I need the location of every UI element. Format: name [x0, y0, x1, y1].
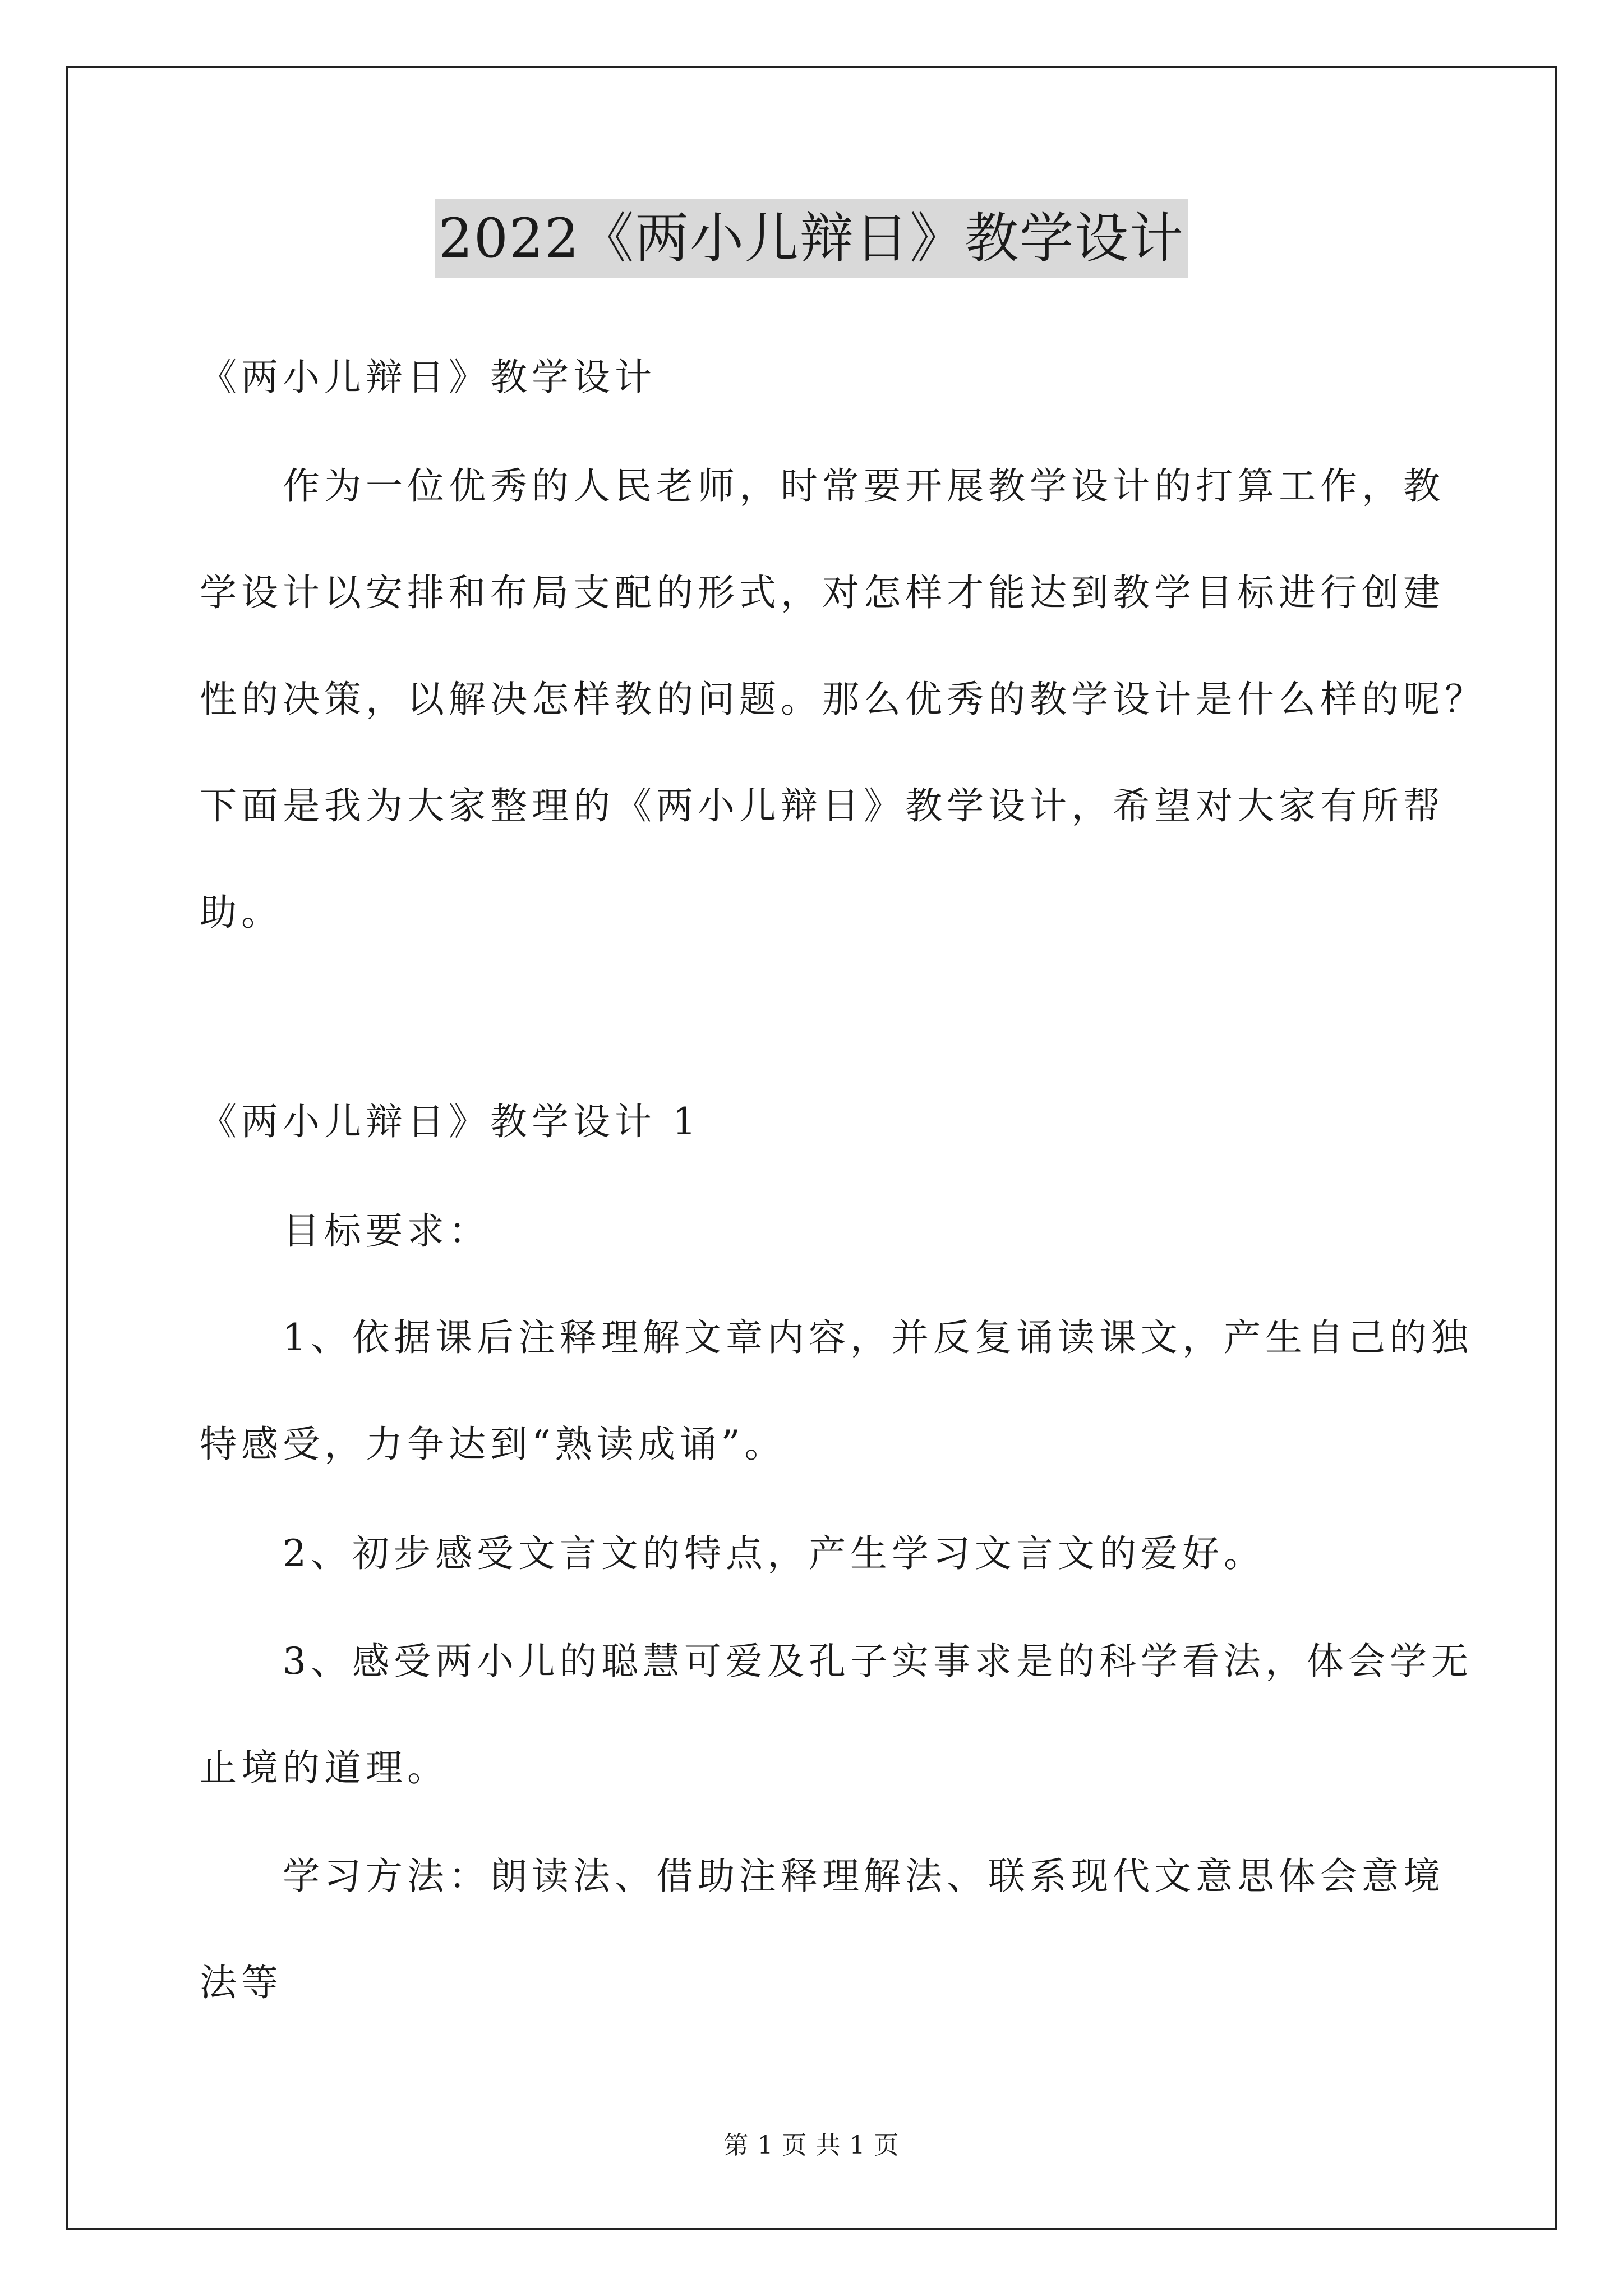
intro-line-3: 性的决策，以解决怎样教的问题。那么优秀的教学设计是什么样的呢？: [200, 678, 1486, 721]
subtitle: 《两小儿辩日》教学设计: [200, 356, 656, 399]
method-line-1: 学习方法：朗读法、借助注释理解法、联系现代文意思体会意境: [283, 1855, 1445, 1898]
goal-3-line-1: 3、感受两小儿的聪慧可爱及孔子实事求是的科学看法，体会学无: [283, 1640, 1473, 1683]
section-heading: 《两小儿辩日》教学设计 1: [200, 1100, 700, 1143]
goals-heading: 目标要求：: [283, 1209, 490, 1253]
intro-line-5: 助。: [200, 891, 283, 934]
goal-1-line-1: 1、依据课后注释理解文章内容，并反复诵读课文，产生自己的独: [283, 1316, 1473, 1359]
document-title: 2022《两小儿辩日》教学设计: [435, 199, 1188, 278]
method-line-2: 法等: [200, 1961, 283, 2004]
goal-2: 2、初步感受文言文的特点，产生学习文言文的爱好。: [283, 1532, 1265, 1575]
goal-1-line-2: 特感受，力争达到“熟读成诵”。: [200, 1423, 786, 1466]
title-container: [0, 199, 1623, 278]
intro-line-2: 学设计以安排和布局支配的形式，对怎样才能达到教学目标进行创建: [200, 571, 1445, 614]
intro-line-4: 下面是我为大家整理的《两小儿辩日》教学设计，希望对大家有所帮: [200, 784, 1445, 827]
page-footer: 第 1 页 共 1 页: [723, 2131, 900, 2160]
goal-3-line-2: 止境的道理。: [200, 1746, 449, 1789]
intro-line-1: 作为一位优秀的人民老师，时常要开展教学设计的打算工作，教: [283, 464, 1445, 508]
